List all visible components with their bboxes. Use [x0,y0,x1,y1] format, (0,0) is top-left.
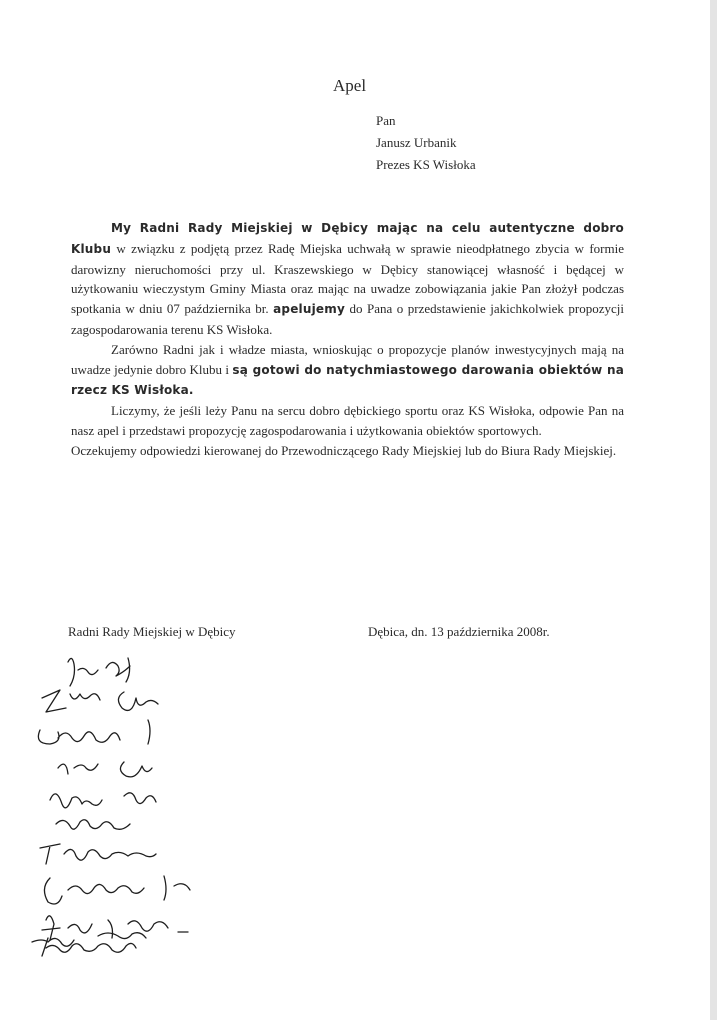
addressee-position: Prezes KS Wisłoka [376,157,476,172]
letter-body [71,218,624,461]
paragraph-1 [71,218,624,340]
signature-5 [50,793,156,808]
paragraph-2 [71,340,624,401]
handwritten-signatures [28,650,248,960]
p2-bold-end: są gotowi do natychmiastowego darowania obiektów na rzecz KS Wisłoka. [71,362,625,398]
signature-4 [58,762,152,777]
addressee-salutation: Pan [376,113,396,128]
signature-7 [40,844,156,864]
p1-text-a: w związku z podjętą przez Radę Miejska uchwałą w sprawie nieodpłatnego zbycia w formie darowizny nieruchomości przy ul. Kraszewskiego w Dębicy stanowiącej własność i będącej w użytkowaniu wieczystym Gminy Miasta oraz mając na uwadze zobowiązania jakie Pan złożył podczas spotkania w dniu 07 października br. [71,240,624,317]
p1-bold-intro: My Radni Rady Miejskiej w Dębicy mając na celu autentyczne dobro Klubu [71,221,624,256]
addressee-block [376,110,476,176]
addressee-name: Janusz Urbanik [376,135,457,150]
scan-edge [710,0,717,1020]
place-date: Dębica, dn. 13 października 2008r. [368,624,550,639]
paragraph-3: Liczymy, że jeśli leży Panu na sercu dobro dębickiego sportu oraz KS Wisłoka, odpowie Pan na nasz apel i przedstawi propozycję zagospodarowania i użytkowania obiektów sportowych. [71,403,624,438]
signature-11 [42,938,136,956]
signature-1 [68,658,130,686]
document-title: Apel [333,76,367,95]
signature-3 [38,720,150,744]
signatories-label: Radni Rady Miejskiej w Dębicy [68,624,236,639]
signature-2 [42,690,158,712]
signature-8 [44,876,190,904]
p2-text-a: Zarówno Radni jak i władze miasta, wnioskując o propozycje planów inwestycyjnych mają na uwadze jedynie dobro Klubu i [71,341,624,377]
p1-bold-appeal: apelujemy [273,302,345,317]
paragraph-4: Oczekujemy odpowiedzi kierowanej do Przewodniczącego Rady Miejskiej lub do Biura Rady Miejskiej. [71,442,617,458]
p1-text-b: do Pana o przedstawienie jakichkolwiek propozycji zagospodarowania terenu KS Wisłoka. [71,301,624,337]
signature-9 [42,916,188,940]
signature-6 [56,820,130,830]
